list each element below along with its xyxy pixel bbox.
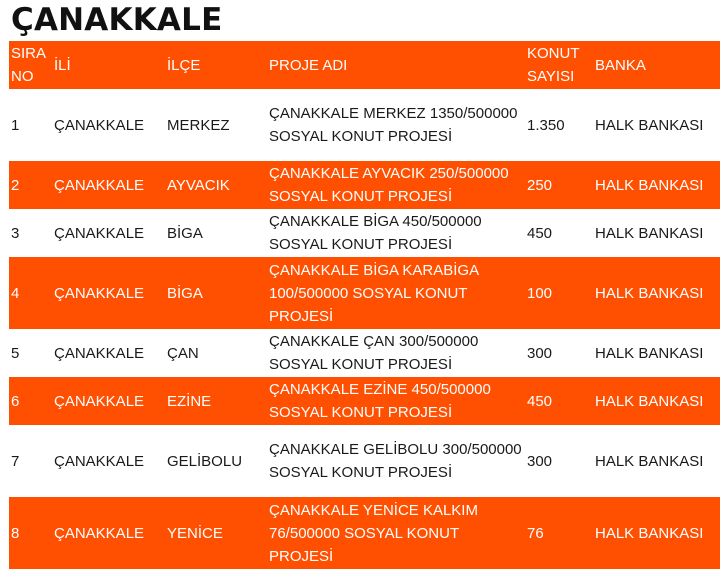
column-header-konut-sayisi: KONUT SAYISI bbox=[527, 45, 580, 85]
cell-proje-adi: ÇANAKKALE YENİCE KALKIM 76/500000 SOSYAL KONUT PROJESİ bbox=[267, 497, 525, 569]
page-title: ÇANAKKALE bbox=[11, 2, 223, 38]
cell-sira-no: 1 bbox=[9, 89, 52, 161]
table-row bbox=[9, 257, 720, 329]
cell-ilce: MERKEZ bbox=[165, 89, 267, 161]
cell-konut-sayisi: 300 bbox=[525, 329, 593, 377]
cell-banka: HALK BANKASI bbox=[593, 497, 720, 569]
column-header-ilce: İLÇE bbox=[167, 56, 201, 74]
column-header-sira-no: SIRA NO bbox=[11, 45, 46, 85]
column-header-proje-adi: PROJE ADI bbox=[269, 56, 348, 74]
cell-ili: ÇANAKKALE bbox=[52, 377, 165, 425]
cell-sira-no: 3 bbox=[9, 209, 52, 257]
cell-proje-adi: ÇANAKKALE BİGA KARABİGA 100/500000 SOSYAL KONUT PROJESİ bbox=[267, 257, 525, 329]
cell-konut-sayisi: 450 bbox=[525, 209, 593, 257]
cell-banka: HALK BANKASI bbox=[593, 161, 720, 209]
cell-ili: ÇANAKKALE bbox=[52, 425, 165, 497]
table-row bbox=[9, 161, 720, 209]
cell-konut-sayisi: 450 bbox=[525, 377, 593, 425]
cell-ili: ÇANAKKALE bbox=[52, 497, 165, 569]
cell-ilce: GELİBOLU bbox=[165, 425, 267, 497]
table-row bbox=[9, 89, 720, 161]
cell-ilce: EZİNE bbox=[165, 377, 267, 425]
housing-projects-table bbox=[9, 41, 720, 569]
cell-proje-adi: ÇANAKKALE ÇAN 300/500000 SOSYAL KONUT PROJESİ bbox=[267, 329, 525, 377]
cell-konut-sayisi: 1.350 bbox=[525, 89, 593, 161]
cell-konut-sayisi: 300 bbox=[525, 425, 593, 497]
cell-ili: ÇANAKKALE bbox=[52, 257, 165, 329]
cell-proje-adi: ÇANAKKALE EZİNE 450/500000 SOSYAL KONUT PROJESİ bbox=[267, 377, 525, 425]
column-header-ili: İLİ bbox=[54, 56, 71, 74]
cell-proje-adi: ÇANAKKALE AYVACIK 250/500000 SOSYAL KONUT PROJESİ bbox=[267, 161, 525, 209]
cell-konut-sayisi: 100 bbox=[525, 257, 593, 329]
table-header-row bbox=[9, 41, 720, 89]
cell-proje-adi: ÇANAKKALE MERKEZ 1350/500000 SOSYAL KONUT PROJESİ bbox=[267, 89, 525, 161]
cell-konut-sayisi: 76 bbox=[525, 497, 593, 569]
cell-konut-sayisi: 250 bbox=[525, 161, 593, 209]
cell-ili: ÇANAKKALE bbox=[52, 89, 165, 161]
cell-ili: ÇANAKKALE bbox=[52, 329, 165, 377]
table-row bbox=[9, 377, 720, 425]
cell-banka: HALK BANKASI bbox=[593, 377, 720, 425]
cell-sira-no: 5 bbox=[9, 329, 52, 377]
cell-sira-no: 4 bbox=[9, 257, 52, 329]
cell-ilce: AYVACIK bbox=[165, 161, 267, 209]
cell-sira-no: 2 bbox=[9, 161, 52, 209]
cell-sira-no: 8 bbox=[9, 497, 52, 569]
cell-ilce: BİGA bbox=[165, 209, 267, 257]
cell-ili: ÇANAKKALE bbox=[52, 209, 165, 257]
cell-banka: HALK BANKASI bbox=[593, 89, 720, 161]
cell-proje-adi: ÇANAKKALE BİGA 450/500000 SOSYAL KONUT PROJESİ bbox=[267, 209, 525, 257]
cell-ilce: ÇAN bbox=[165, 329, 267, 377]
cell-sira-no: 6 bbox=[9, 377, 52, 425]
cell-ilce: YENİCE bbox=[165, 497, 267, 569]
cell-banka: HALK BANKASI bbox=[593, 329, 720, 377]
cell-banka: HALK BANKASI bbox=[593, 209, 720, 257]
table-row bbox=[9, 329, 720, 377]
cell-banka: HALK BANKASI bbox=[593, 425, 720, 497]
table-row bbox=[9, 425, 720, 497]
cell-ilce: BİGA bbox=[165, 257, 267, 329]
cell-sira-no: 7 bbox=[9, 425, 52, 497]
cell-banka: HALK BANKASI bbox=[593, 257, 720, 329]
cell-proje-adi: ÇANAKKALE GELİBOLU 300/500000 SOSYAL KONUT PROJESİ bbox=[267, 425, 525, 497]
column-header-banka: BANKA bbox=[595, 56, 646, 74]
table-row bbox=[9, 209, 720, 257]
cell-ili: ÇANAKKALE bbox=[52, 161, 165, 209]
table-row bbox=[9, 497, 720, 569]
